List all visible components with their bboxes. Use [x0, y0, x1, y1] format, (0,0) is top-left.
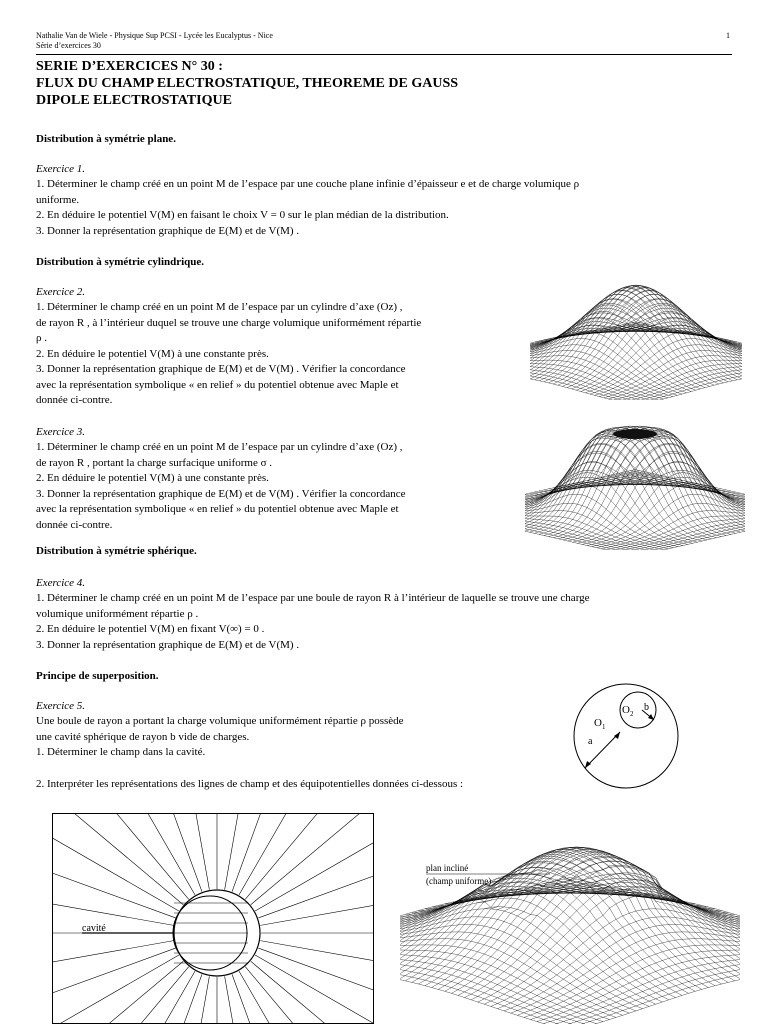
- relief-plot-cylinder-surface: [525, 425, 745, 550]
- mesh-line: [530, 291, 710, 378]
- exercise-1-text: [36, 177, 579, 239]
- exercise-5-text: [36, 714, 404, 761]
- mesh-line: [525, 430, 702, 528]
- mesh-line: [400, 889, 623, 966]
- text-line: de rayon R , à l’intérieur duquel se trouve une charge volumique uniformément répartie: [36, 316, 422, 329]
- mesh-line: [530, 345, 677, 396]
- text-line: 1. Déterminer le champ créé en un point M de l’espace par une couche plane infinie d’épaisseur e et de charge volumique ρ: [36, 178, 580, 190]
- field-line: [52, 891, 174, 925]
- mesh-line: [438, 852, 728, 989]
- field-line: [63, 967, 189, 1024]
- label-b: b: [644, 702, 649, 713]
- crater-top: [613, 429, 657, 439]
- field-line: [97, 971, 195, 1024]
- mesh-line: [525, 461, 693, 543]
- field-line: [135, 813, 202, 892]
- mesh-line: [400, 954, 570, 1024]
- field-lines-diagram: [52, 813, 374, 1024]
- exercise-3-text: [36, 440, 405, 533]
- mesh-line: [562, 291, 742, 378]
- section-cylindrical: Distribution à symétrie cylindrique.: [36, 256, 205, 268]
- uniform-field-label: (champ uniforme): [426, 876, 492, 886]
- text-line: donnée ci-contre.: [36, 518, 113, 531]
- text-line: 2. En déduire le potentiel V(M) en faisant le choix V = 0 sur le plan médian de la distribution.: [36, 209, 449, 221]
- mesh-line: [563, 953, 740, 1024]
- mesh-line: [595, 345, 742, 396]
- field-line: [251, 961, 374, 1024]
- mesh-line: [544, 286, 728, 382]
- text-line: avec la représentation symbolique « en relief » du potentiel obtenue avec Maple et: [36, 503, 399, 515]
- text-line: 1. Déterminer le champ créé en un point M de l’espace par une boule de rayon R à l’intérieur de laquelle se trouve une charge: [36, 592, 590, 604]
- title-line-1: SERIE D’EXERCICES N° 30 :: [36, 59, 223, 74]
- mesh-line: [471, 880, 740, 1000]
- arrowhead-icon: [648, 714, 654, 720]
- cavity-label: cavité: [82, 923, 106, 934]
- field-line: [255, 955, 374, 1024]
- text-line: 1. Déterminer le champ dans la cavité.: [36, 746, 206, 758]
- mesh-line: [611, 508, 745, 550]
- exercise-5-question-2: 2. Interpréter les représentations des lignes de champ et des équipotentielles données ci-dessous :: [36, 778, 464, 790]
- field-line: [232, 813, 299, 892]
- mesh-line: [400, 953, 577, 1024]
- mesh-line: [471, 858, 740, 976]
- label-a: a: [588, 736, 593, 747]
- mesh-line: [544, 286, 728, 382]
- text-line: 3. Donner la représentation graphique de E(M) et de V(M) . Vérifier la concordance: [36, 487, 406, 500]
- text-line: 1. Déterminer le champ créé en un point M de l’espace par un cylindre d’axe (Oz) ,: [36, 441, 403, 453]
- mesh-line: [577, 461, 745, 543]
- mesh-line: [534, 427, 726, 533]
- relief-plot-superposition: [400, 835, 740, 1024]
- mesh-line: [568, 430, 745, 528]
- section-superposition: Principe de superposition.: [36, 670, 159, 682]
- section-spherical: Distribution à symétrie sphérique.: [36, 545, 197, 557]
- mesh-line: [525, 484, 683, 546]
- text-line: ρ .: [36, 332, 47, 344]
- field-line: [97, 813, 195, 895]
- mesh-line: [557, 951, 740, 1024]
- mesh-line: [400, 888, 616, 965]
- mesh-line: [400, 909, 649, 1007]
- field-line: [52, 961, 183, 1024]
- mesh-line: [534, 430, 726, 536]
- mesh-line: [636, 364, 742, 400]
- field-line: [258, 948, 374, 1015]
- header-author-line: Nathalie Van de Wiele - Physique Sup PCSI - Lycée les Eucalyptus - Nice: [36, 31, 273, 40]
- exercise-4-title: Exercice 4.: [36, 577, 86, 589]
- text-line: de rayon R , portant la charge surfacique uniforme σ .: [36, 456, 273, 469]
- mesh-line: [587, 484, 745, 546]
- mesh-line: [601, 477, 745, 520]
- exercise-2-text: [36, 300, 421, 409]
- mesh-line: [525, 477, 669, 520]
- field-line: [52, 813, 183, 905]
- mesh-line: [531, 943, 741, 1020]
- mesh-line: [635, 513, 745, 550]
- text-line: uniforme.: [36, 193, 80, 206]
- page-title: [36, 58, 458, 109]
- text-line: 1. Déterminer le champ créé en un point M de l’espace par un cylindre d’axe (Oz) ,: [36, 301, 403, 313]
- mesh-line: [581, 325, 742, 392]
- field-line: [52, 955, 179, 1024]
- text-line: 2. En déduire le potentiel V(M) à une constante près.: [36, 347, 269, 360]
- text-line: 2. En déduire le potentiel V(M) à une constante près.: [36, 472, 269, 484]
- mesh-line: [524, 940, 740, 1017]
- mesh-line: [544, 430, 736, 536]
- mesh-line: [400, 925, 636, 1011]
- field-line: [255, 813, 374, 911]
- field-line: [239, 971, 337, 1024]
- exercise-3-title: Exercice 3.: [36, 426, 86, 438]
- field-line: [52, 941, 174, 975]
- inclined-plane-label: plan incliné: [426, 863, 469, 873]
- section-plane: Distribution à symétrie plane.: [36, 133, 176, 145]
- field-line: [245, 967, 371, 1024]
- field-line: [225, 813, 259, 890]
- field-line: [258, 851, 374, 918]
- mesh-line: [400, 940, 616, 1017]
- mesh-line: [530, 332, 687, 393]
- exercise-2-title: Exercice 2.: [36, 286, 86, 298]
- mesh-line: [585, 332, 742, 393]
- field-line: [52, 948, 176, 1015]
- mesh-line: [517, 889, 740, 966]
- mesh-line: [530, 325, 691, 392]
- mesh-line: [530, 356, 668, 398]
- exercise-4-text: [36, 591, 590, 653]
- mesh-line: [570, 954, 740, 1024]
- relief-plot-cylinder-volume: [530, 280, 742, 400]
- text-line: Une boule de rayon a portant la charge volumique uniformément répartie ρ possède: [36, 715, 404, 727]
- field-frame: [53, 814, 374, 1024]
- mesh-line: [465, 854, 741, 977]
- mesh-line: [400, 882, 676, 998]
- page-number: 1: [726, 31, 730, 40]
- exercise-1-title: Exercice 1.: [36, 163, 86, 175]
- mesh-line: [544, 427, 736, 533]
- exercise-5-title: Exercice 5.: [36, 700, 86, 712]
- mesh-line: [445, 847, 735, 980]
- header-rule: [36, 54, 732, 55]
- text-line: une cavité sphérique de rayon b vide de charges.: [36, 730, 250, 743]
- mesh-line: [524, 888, 740, 965]
- title-line-3: DIPOLE ELECTROSTATIQUE: [36, 93, 232, 108]
- mesh-line: [530, 364, 636, 400]
- mesh-line: [400, 943, 610, 1020]
- field-line: [175, 813, 209, 890]
- text-line: 3. Donner la représentation graphique de E(M) et de V(M) .: [36, 638, 300, 651]
- field-line: [251, 813, 374, 905]
- text-line: donnée ci-contre.: [36, 394, 113, 406]
- field-line: [239, 813, 337, 895]
- text-line: volumique uniformément répartie ρ .: [36, 607, 199, 620]
- mesh-line: [451, 861, 740, 993]
- mesh-line: [491, 909, 740, 1007]
- text-line: 3. Donner la représentation graphique de E(M) et de V(M) .: [36, 224, 300, 237]
- label-o2: $O_2$: [622, 704, 634, 718]
- mesh-line: [604, 356, 742, 398]
- text-line: avec la représentation symbolique « en relief » du potentiel obtenue avec Maple et: [36, 378, 399, 391]
- cavity-diagram: [570, 680, 682, 792]
- text-line: 2. En déduire le potentiel V(M) en fixant V(∞) = 0 .: [36, 623, 265, 635]
- header-series-line: Série d’exercices 30: [36, 41, 101, 50]
- mesh-line: [504, 925, 740, 1011]
- mesh-line: [525, 508, 659, 550]
- text-line: 3. Donner la représentation graphique de E(M) et de V(M) . Vérifier la concordance: [36, 363, 406, 375]
- mesh-line: [400, 855, 682, 978]
- title-line-2: FLUX DU CHAMP ELECTROSTATIQUE, THEOREME DE GAUSS: [36, 76, 459, 91]
- mesh-line: [525, 513, 635, 550]
- mesh-line: [400, 951, 583, 1024]
- label-o1: $O_1$: [594, 717, 606, 731]
- field-line: [52, 851, 176, 918]
